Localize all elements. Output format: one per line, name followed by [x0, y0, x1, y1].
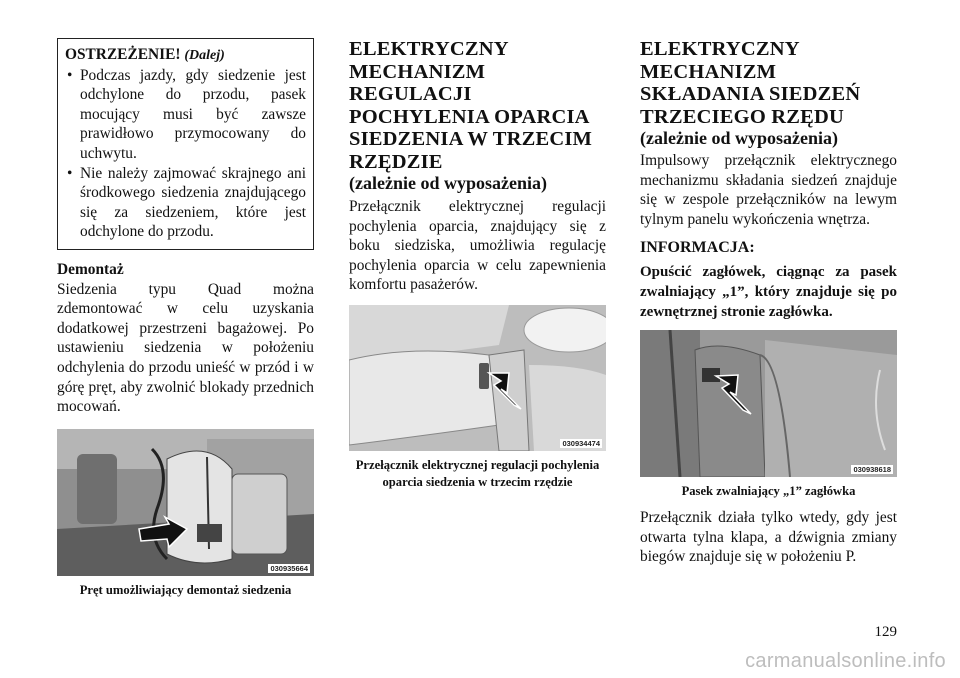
image-caption: Przełącznik elektrycznej regulacji pochylenia oparcia siedzenia w trzecim rzędzie [355, 457, 600, 489]
warning-heading [65, 45, 306, 66]
page-number: 129 [874, 624, 897, 640]
section-paragraph: Przełącznik elektrycznej regulacji pochylenia oparcia, znajdujący się z boku siedziska, umożliwia regulację pochylenia oparcia w celu zapewnienia komfortu pasażerów. [349, 198, 606, 294]
headrest-strap-illustration [640, 330, 897, 477]
image-caption: Pręt umożliwiający demontaż siedzenia [79, 582, 292, 597]
section-title: ELEKTRYCZNY MECHANIZM REGULACJI POCHYLENIA OPARCIA SIEDZENIA W TRZECIM RZĘDZIE [349, 38, 593, 173]
image-code: 030938618 [853, 465, 891, 475]
watermark: carmanualsonline.info [745, 650, 946, 672]
column-middle [349, 38, 606, 491]
warning-title: OSTRZEŻENIE! [65, 46, 181, 63]
section-paragraph-2: Przełącznik działa tylko wtedy, gdy jest otwarta tylna klapa, a dźwignia zmiany biegów znajduje się w położeniu P. [640, 509, 897, 566]
column-left [57, 38, 314, 599]
image-caption: Pasek zwalniający „1” zagłówka [681, 484, 856, 499]
seat-removal-illustration [57, 429, 314, 576]
section-paragraph: Impulsowy przełącznik elektrycznego mechanizmu składania siedzeń znajduje się w zespole przełączników na lewym tylnym panelu wykończenia wnętrza. [640, 152, 897, 228]
image-code: 030935664 [270, 563, 308, 573]
column-right [640, 38, 897, 567]
warning-continued: (Dalej) [184, 48, 225, 63]
warning-item: • Podczas jazdy, gdy siedzenie jest odchylone do przodu, pasek mocujący musi być zawsze prawidłowo przymocowany do uchwytu. [65, 66, 306, 164]
headrest-strap-photo [640, 330, 897, 477]
recline-switch-photo [349, 305, 606, 451]
info-text: Opuścić zagłówek, ciągnąc za pasek zwalniający „1”, który znajduje się po zewnętrznej stronie zagłówka. [640, 264, 897, 320]
recline-switch-illustration [349, 305, 606, 451]
warning-item: • Nie należy zajmować skrajnego ani środkowego siedzenia znajdującego się za siedzeniem, które jest odchylone do przodu. [65, 164, 306, 242]
section-subheading: Demontaż [57, 260, 124, 278]
section-title-sub: (zależnie od wyposażenia) [640, 128, 838, 148]
section-paragraph: Siedzenia typu Quad można zdemontować w celu uzyskania dodatkowej przestrzeni bagażowej. Po ustawieniu siedzenia w położeniu odchylenia do przodu unieść w przód i w górę pręt, aby zwolnić blokady przednich mocowań. [57, 280, 314, 416]
warning-list [65, 66, 306, 242]
image-code: 030934474 [562, 438, 600, 448]
seat-removal-photo [57, 429, 314, 576]
section-title: ELEKTRYCZNY MECHANIZM SKŁADANIA SIEDZEŃ TRZECIEGO RZĘDU [640, 38, 861, 128]
section-title-sub: (zależnie od wyposażenia) [349, 173, 547, 193]
warning-box [57, 38, 314, 250]
info-heading: INFORMACJA: [640, 239, 755, 257]
